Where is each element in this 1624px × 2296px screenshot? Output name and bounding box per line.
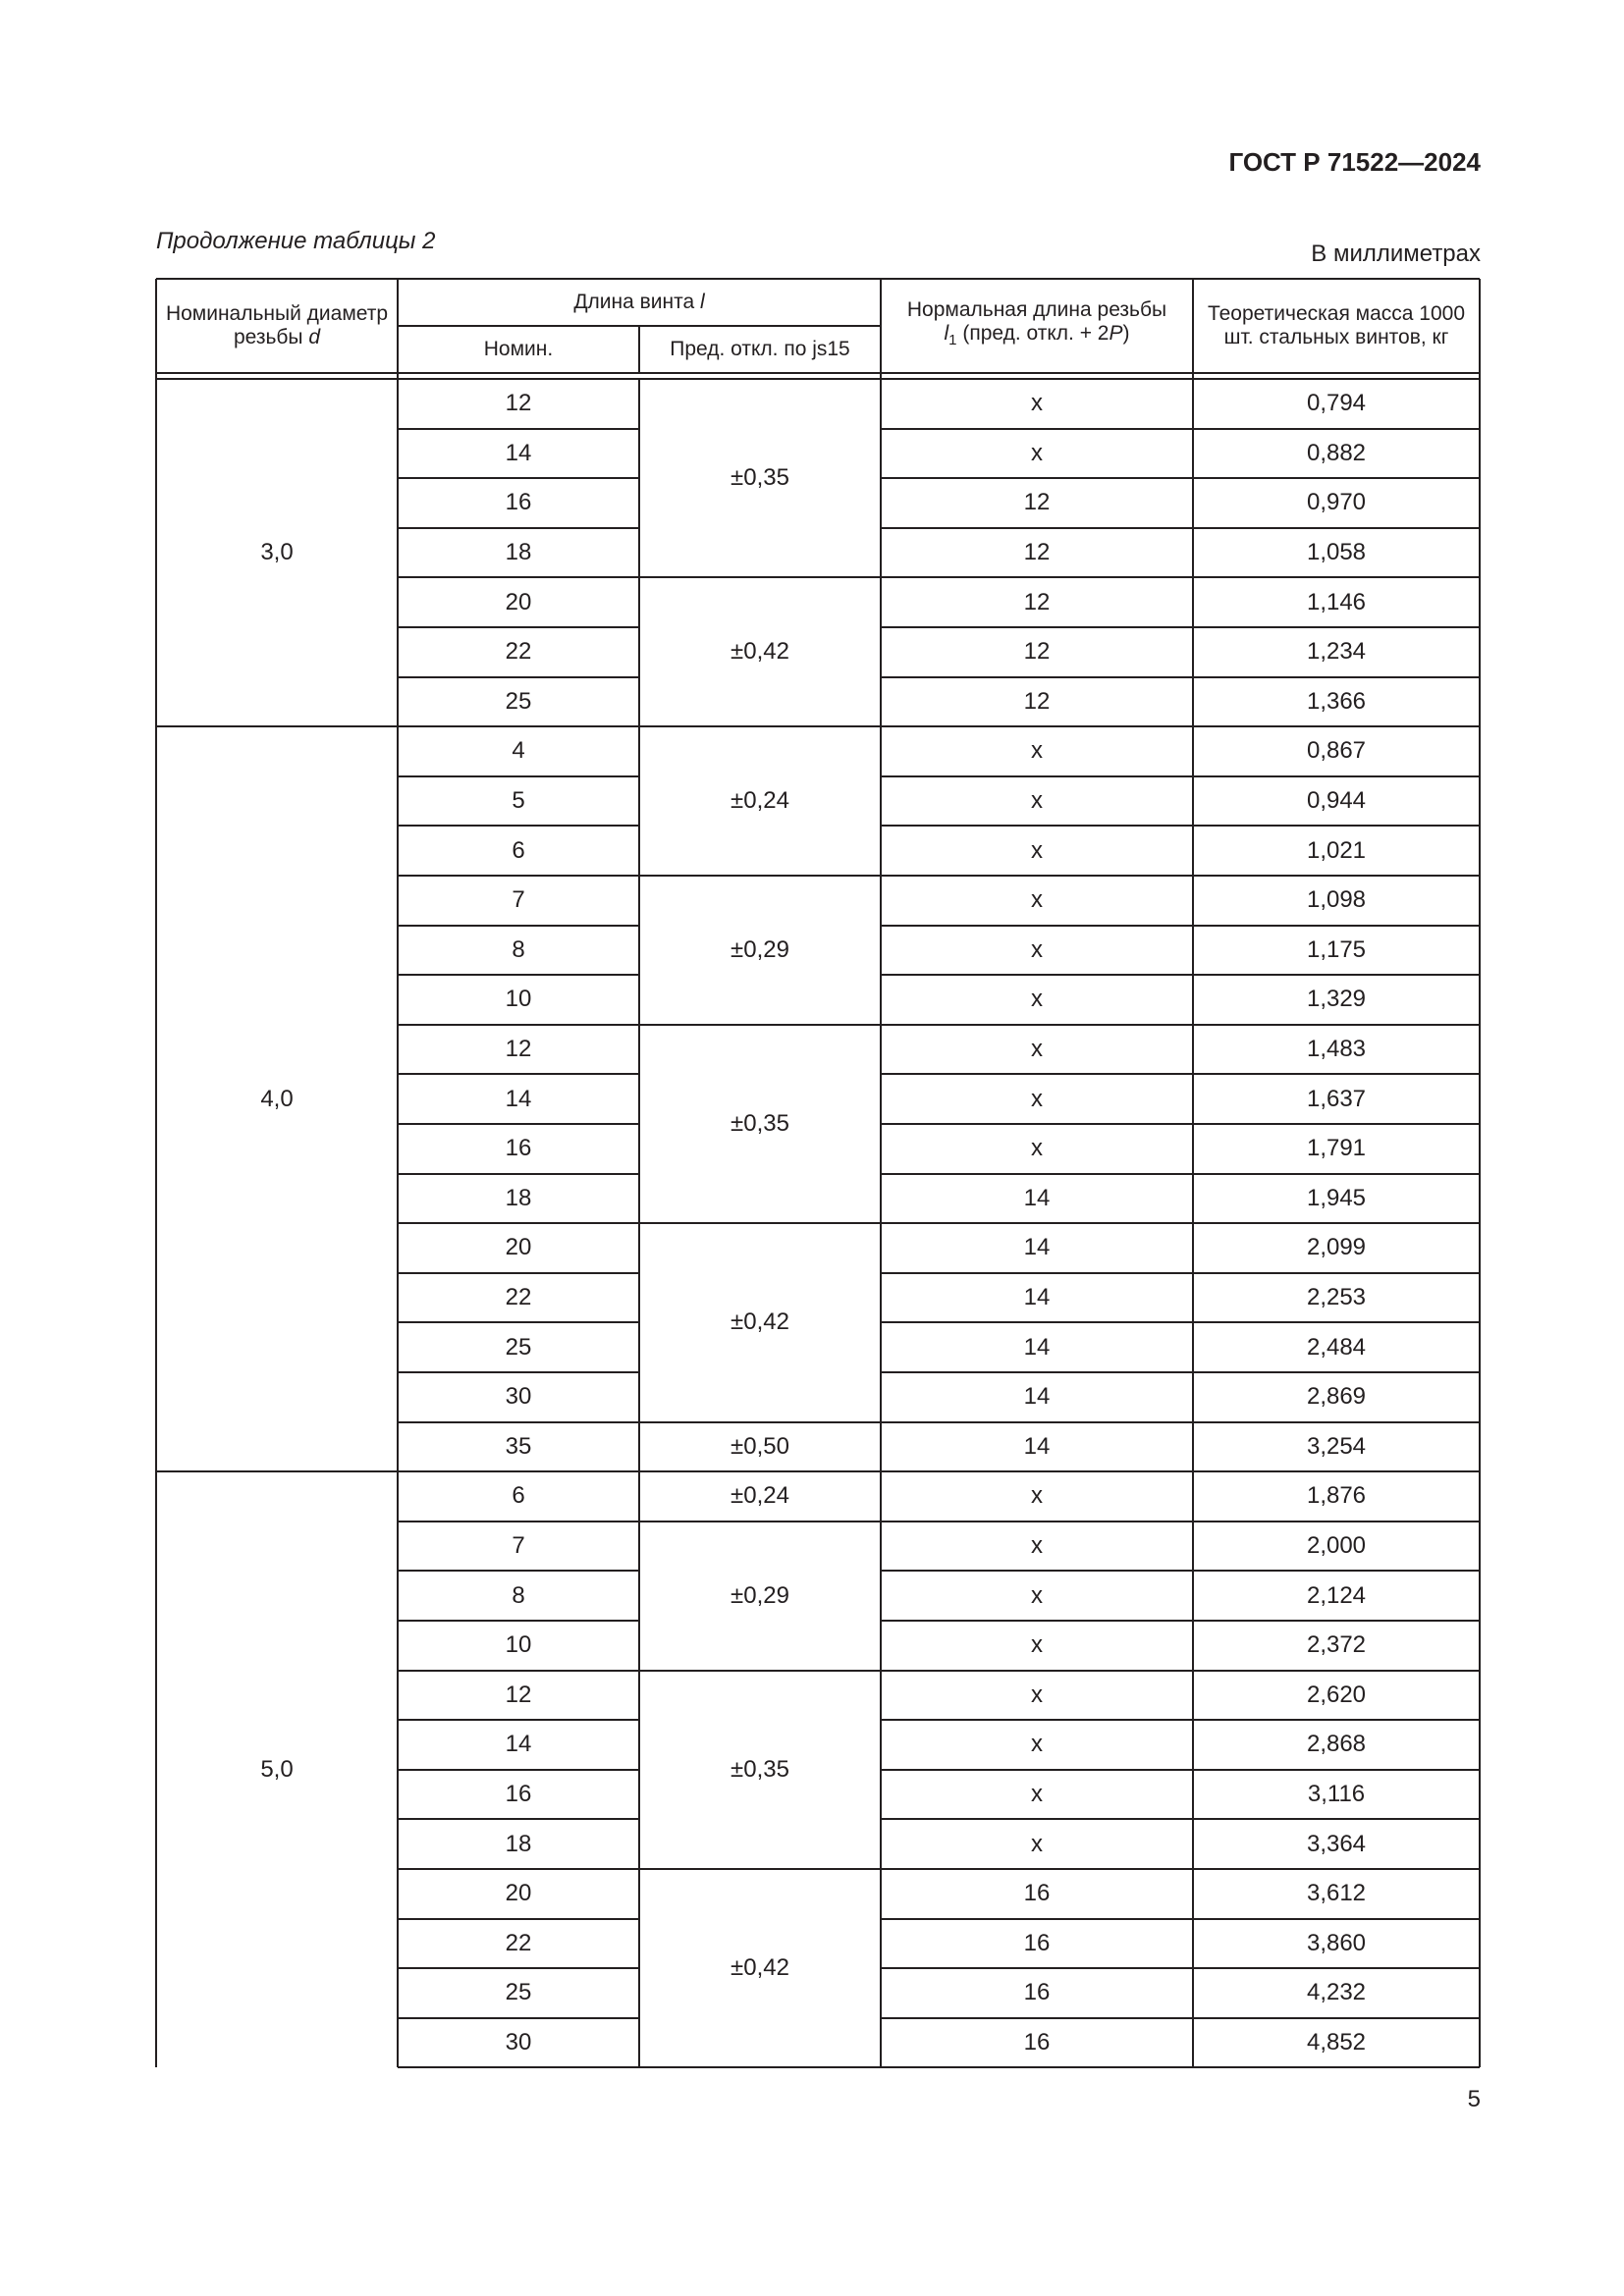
table-rule <box>881 626 1480 628</box>
length-nominal-cell: 22 <box>505 1929 532 1956</box>
thread-length-cell: x <box>1031 1830 1043 1857</box>
table-rule <box>398 875 639 877</box>
table-rule <box>156 278 1480 280</box>
length-nominal-cell: 7 <box>512 886 525 914</box>
mass-cell: 2,620 <box>1306 1681 1367 1708</box>
table-rule <box>398 1123 639 1125</box>
length-nominal-cell: 14 <box>505 1085 532 1112</box>
table-rule <box>881 825 1480 827</box>
dimensions-table <box>156 279 1480 2069</box>
header-thread-var2: P <box>1109 322 1123 346</box>
thread-length-cell: 16 <box>1023 1880 1051 1907</box>
table-rule <box>398 1371 639 1373</box>
length-nominal-cell: 16 <box>505 1135 532 1162</box>
thread-length-cell: 16 <box>1023 1929 1051 1956</box>
mass-cell: 2,868 <box>1306 1731 1367 1758</box>
table-rule <box>881 1321 1480 1323</box>
thread-length-cell: x <box>1031 787 1043 815</box>
thread-length-cell: 12 <box>1023 539 1051 566</box>
mass-cell: 0,970 <box>1306 489 1367 516</box>
length-nominal-cell: 25 <box>505 1979 532 2006</box>
header-nominal: Номин. <box>483 338 554 360</box>
thread-length-cell: x <box>1031 1135 1043 1162</box>
thread-length-cell: 16 <box>1023 1979 1051 2006</box>
tolerance-cell: ±0,24 <box>731 1482 789 1510</box>
mass-cell: 0,944 <box>1306 787 1367 815</box>
length-nominal-cell: 25 <box>505 687 532 715</box>
mass-cell: 2,372 <box>1306 1631 1367 1659</box>
length-nominal-cell: 22 <box>505 638 532 666</box>
table-rule <box>638 379 640 2067</box>
table-rule <box>880 279 882 2067</box>
length-nominal-cell: 20 <box>505 1880 532 1907</box>
table-rule <box>398 1818 639 1820</box>
thread-length-cell: 14 <box>1023 1383 1051 1411</box>
mass-cell: 1,876 <box>1306 1482 1367 1510</box>
thread-length-cell: x <box>1031 1781 1043 1808</box>
table-rule <box>639 1521 881 1522</box>
thread-length-cell: 16 <box>1023 2029 1051 2056</box>
table-rule <box>398 1222 639 1224</box>
diameter-cell: 5,0 <box>260 1755 294 1783</box>
header-thread-var: l <box>944 322 949 346</box>
table-rule <box>398 1769 639 1771</box>
table-rule <box>398 2066 1480 2068</box>
header-diameter-var: d <box>308 326 321 348</box>
mass-cell: 2,484 <box>1306 1333 1367 1361</box>
mass-cell: 1,058 <box>1306 539 1367 566</box>
table-rule <box>398 477 639 479</box>
table-rule <box>398 925 639 927</box>
table-rule <box>881 1024 1480 1026</box>
table-rule <box>398 2017 639 2019</box>
header-thread-rest-a: (пред. откл. + 2 <box>956 322 1110 346</box>
header-length-text: Длина винта <box>573 291 701 313</box>
tolerance-cell: ±0,42 <box>731 638 789 666</box>
table-rule <box>639 1670 881 1672</box>
thread-length-cell: x <box>1031 439 1043 466</box>
table-rule <box>639 875 881 877</box>
length-nominal-cell: 35 <box>505 1432 532 1460</box>
length-nominal-cell: 18 <box>505 1830 532 1857</box>
table-rule <box>398 1570 639 1572</box>
table-rule <box>1479 279 1481 2067</box>
mass-cell: 1,146 <box>1306 588 1367 615</box>
thread-length-cell: x <box>1031 1681 1043 1708</box>
length-nominal-cell: 30 <box>505 2029 532 2056</box>
tolerance-cell: ±0,29 <box>731 1581 789 1609</box>
mass-cell: 0,882 <box>1306 439 1367 466</box>
mass-cell: 1,234 <box>1306 638 1367 666</box>
thread-length-cell: x <box>1031 1631 1043 1659</box>
table-rule <box>398 1024 639 1026</box>
table-rule <box>398 1521 639 1522</box>
mass-cell: 0,794 <box>1306 390 1367 417</box>
table-continuation-caption: Продолжение таблицы 2 <box>156 228 436 254</box>
table-rule <box>881 1967 1480 1969</box>
thread-length-cell: x <box>1031 1581 1043 1609</box>
thread-length-cell: x <box>1031 935 1043 963</box>
length-nominal-cell: 20 <box>505 588 532 615</box>
table-rule <box>881 1918 1480 1920</box>
mass-cell: 1,637 <box>1306 1085 1367 1112</box>
table-rule <box>881 1818 1480 1820</box>
table-rule <box>881 1719 1480 1721</box>
table-rule <box>398 527 639 529</box>
tolerance-cell: ±0,35 <box>731 1109 789 1137</box>
table-rule <box>398 428 639 430</box>
table-rule <box>881 2017 1480 2019</box>
thread-length-cell: x <box>1031 1731 1043 1758</box>
mass-cell: 3,364 <box>1306 1830 1367 1857</box>
length-nominal-cell: 20 <box>505 1234 532 1261</box>
tolerance-cell: ±0,35 <box>731 464 789 492</box>
thread-length-cell: x <box>1031 836 1043 864</box>
table-rule <box>398 1272 639 1274</box>
table-rule <box>398 1421 639 1423</box>
length-nominal-cell: 12 <box>505 390 532 417</box>
table-rule <box>639 1868 881 1870</box>
length-nominal-cell: 30 <box>505 1383 532 1411</box>
length-nominal-cell: 12 <box>505 1681 532 1708</box>
header-diameter <box>156 279 398 373</box>
header-length-var: l <box>700 291 705 313</box>
table-rule <box>398 1173 639 1175</box>
table-rule <box>398 775 639 777</box>
table-rule <box>398 825 639 827</box>
header-thread-length <box>881 279 1193 373</box>
table-rule <box>881 428 1480 430</box>
table-rule <box>639 1421 881 1423</box>
header-thread-line1: Нормальная длина резьбы <box>906 298 1167 322</box>
header-tolerance: Пред. откл. по js15 <box>670 338 850 360</box>
table-rule <box>398 1073 639 1075</box>
diameter-cell: 3,0 <box>260 539 294 566</box>
table-rule <box>398 1967 639 1969</box>
page-number: 5 <box>1467 2086 1481 2112</box>
document-number: ГОСТ Р 71522—2024 <box>1228 147 1481 177</box>
thread-length-cell: 14 <box>1023 1432 1051 1460</box>
table-rule <box>881 1222 1480 1224</box>
thread-length-cell: x <box>1031 1036 1043 1063</box>
table-rule <box>881 974 1480 976</box>
length-nominal-cell: 14 <box>505 1731 532 1758</box>
thread-length-cell: x <box>1031 390 1043 417</box>
table-rule <box>881 1173 1480 1175</box>
table-rule <box>638 326 640 373</box>
table-rule <box>881 1868 1480 1870</box>
thread-length-cell: 12 <box>1023 687 1051 715</box>
length-nominal-cell: 7 <box>512 1532 525 1560</box>
thread-length-cell: x <box>1031 886 1043 914</box>
thread-length-cell: x <box>1031 986 1043 1013</box>
mass-cell: 3,612 <box>1306 1880 1367 1907</box>
thread-length-cell: x <box>1031 1085 1043 1112</box>
table-rule <box>398 1918 639 1920</box>
table-rule <box>881 477 1480 479</box>
table-rule <box>881 775 1480 777</box>
mass-cell: 2,099 <box>1306 1234 1367 1261</box>
table-rule <box>881 1620 1480 1622</box>
table-rule <box>398 1868 639 1870</box>
table-rule <box>398 1620 639 1622</box>
table-rule <box>881 1769 1480 1771</box>
table-rule <box>881 676 1480 678</box>
thread-length-cell: x <box>1031 737 1043 765</box>
table-rule <box>398 626 639 628</box>
table-rule <box>881 576 1480 578</box>
diameter-cell: 4,0 <box>260 1085 294 1112</box>
mass-cell: 1,329 <box>1306 986 1367 1013</box>
length-nominal-cell: 10 <box>505 986 532 1013</box>
tolerance-cell: ±0,42 <box>731 1954 789 1982</box>
length-nominal-cell: 8 <box>512 935 525 963</box>
length-nominal-cell: 16 <box>505 1781 532 1808</box>
thread-length-cell: 12 <box>1023 489 1051 516</box>
table-rule <box>881 875 1480 877</box>
table-rule <box>881 1123 1480 1125</box>
table-rule <box>398 576 639 578</box>
table-rule <box>881 1421 1480 1423</box>
table-rule <box>156 378 1480 380</box>
mass-cell: 2,000 <box>1306 1532 1367 1560</box>
table-rule <box>398 1321 639 1323</box>
length-nominal-cell: 22 <box>505 1284 532 1311</box>
length-nominal-cell: 16 <box>505 489 532 516</box>
thread-length-cell: 14 <box>1023 1284 1051 1311</box>
table-rule <box>881 1521 1480 1522</box>
length-nominal-cell: 5 <box>512 787 525 815</box>
tolerance-cell: ±0,35 <box>731 1755 789 1783</box>
table-rule <box>881 1073 1480 1075</box>
thread-length-cell: x <box>1031 1532 1043 1560</box>
table-rule <box>881 1570 1480 1572</box>
mass-cell: 2,124 <box>1306 1581 1367 1609</box>
tolerance-cell: ±0,24 <box>731 787 789 815</box>
tolerance-cell: ±0,50 <box>731 1432 789 1460</box>
mass-cell: 1,483 <box>1306 1036 1367 1063</box>
header-length-group <box>398 279 881 326</box>
table-rule <box>639 1024 881 1026</box>
table-rule <box>398 1670 639 1672</box>
table-rule <box>881 925 1480 927</box>
table-rule <box>398 974 639 976</box>
header-mass: Теоретическая масса 1000 шт. стальных винтов, кг <box>1207 302 1466 348</box>
table-rule <box>881 1670 1480 1672</box>
header-thread-sub: 1 <box>948 332 957 349</box>
mass-cell: 4,852 <box>1306 2029 1367 2056</box>
length-nominal-cell: 6 <box>512 1482 525 1510</box>
length-nominal-cell: 8 <box>512 1581 525 1609</box>
mass-cell: 3,254 <box>1306 1432 1367 1460</box>
thread-length-cell: x <box>1031 1482 1043 1510</box>
table-rule <box>639 1222 881 1224</box>
mass-cell: 3,116 <box>1307 1781 1366 1808</box>
thread-length-cell: 14 <box>1023 1234 1051 1261</box>
table-rule <box>398 676 639 678</box>
length-nominal-cell: 14 <box>505 439 532 466</box>
table-rule <box>639 576 881 578</box>
table-rule <box>881 1272 1480 1274</box>
mass-cell: 3,860 <box>1306 1929 1367 1956</box>
tolerance-cell: ±0,42 <box>731 1308 789 1336</box>
mass-cell: 1,021 <box>1306 836 1367 864</box>
header-diameter-text: Номинальный диаметр резьбы <box>165 302 389 348</box>
table-rule <box>156 372 1480 374</box>
length-nominal-cell: 12 <box>505 1036 532 1063</box>
mass-cell: 1,945 <box>1306 1184 1367 1211</box>
length-nominal-cell: 18 <box>505 1184 532 1211</box>
table-rule <box>881 527 1480 529</box>
table-rule <box>1192 279 1194 2067</box>
table-rule <box>397 279 399 2067</box>
header-thread-rest-b: ) <box>1122 322 1130 346</box>
mass-cell: 1,791 <box>1306 1135 1367 1162</box>
mass-cell: 1,366 <box>1306 687 1367 715</box>
thread-length-cell: 12 <box>1023 638 1051 666</box>
units-note: В миллиметрах <box>1311 240 1481 267</box>
thread-length-cell: 14 <box>1023 1184 1051 1211</box>
mass-cell: 1,098 <box>1306 886 1367 914</box>
length-nominal-cell: 10 <box>505 1631 532 1659</box>
mass-cell: 1,175 <box>1306 935 1367 963</box>
thread-length-cell: 14 <box>1023 1333 1051 1361</box>
tolerance-cell: ±0,29 <box>731 935 789 963</box>
mass-cell: 4,232 <box>1306 1979 1367 2006</box>
length-nominal-cell: 18 <box>505 539 532 566</box>
table-rule <box>398 1719 639 1721</box>
length-nominal-cell: 25 <box>505 1333 532 1361</box>
mass-cell: 2,869 <box>1306 1383 1367 1411</box>
length-nominal-cell: 6 <box>512 836 525 864</box>
table-rule <box>155 279 157 2067</box>
mass-cell: 0,867 <box>1306 737 1367 765</box>
thread-length-cell: 12 <box>1023 588 1051 615</box>
length-nominal-cell: 4 <box>512 737 525 765</box>
mass-cell: 2,253 <box>1306 1284 1367 1311</box>
table-rule <box>881 1371 1480 1373</box>
